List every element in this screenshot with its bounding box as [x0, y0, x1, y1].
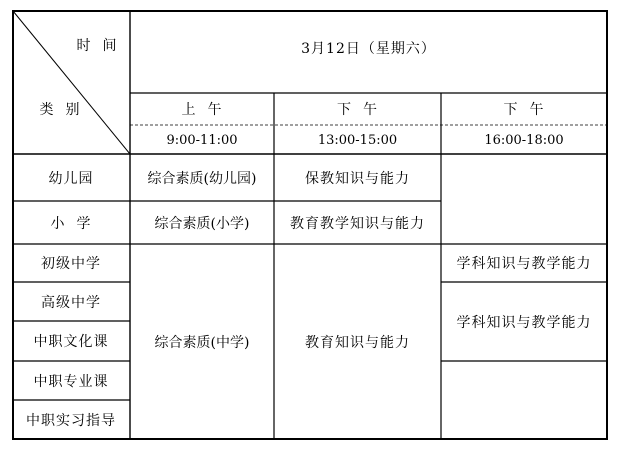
session-2-time: 13:00-15:00 — [317, 132, 398, 148]
session-1-time: 9:00-11:00 — [166, 132, 238, 148]
corner-time-label: 时 间 — [76, 38, 118, 54]
category-senior-middle: 高级中学 — [41, 294, 101, 311]
subject-junior-session-3: 学科知识与教学能力 — [456, 256, 592, 272]
session-2-period: 下 午 — [337, 102, 378, 118]
category-junior-middle: 初级中学 — [41, 256, 101, 272]
subject-senior-session-3: 学科知识与教学能力 — [456, 314, 592, 331]
category-vocational-major: 中职专业课 — [33, 373, 109, 390]
corner-category-label: 类 别 — [39, 102, 81, 118]
session-3-period: 下 午 — [503, 102, 545, 118]
category-vocational-practice: 中职实习指导 — [26, 412, 116, 429]
exam-schedule-table — [12, 10, 608, 440]
subject-kindergarten-session-2: 保教知识与能力 — [305, 170, 410, 187]
subject-primary-session-1: 综合素质(小学) — [154, 215, 250, 232]
category-vocational-culture: 中职文化课 — [33, 334, 109, 350]
session-3-time: 16:00-18:00 — [484, 132, 564, 148]
session-1-period: 上 午 — [181, 102, 223, 118]
subject-secondary-session-2: 教育知识与能力 — [305, 334, 410, 351]
exam-date: 3月12日（星期六） — [301, 41, 436, 57]
category-primary: 小 学 — [50, 215, 92, 232]
subject-primary-session-2: 教育教学知识与能力 — [290, 215, 425, 232]
subject-secondary-session-1: 综合素质(中学) — [154, 334, 250, 351]
category-kindergarten: 幼儿园 — [48, 170, 94, 187]
subject-kindergarten-session-1: 综合素质(幼儿园) — [147, 170, 257, 187]
